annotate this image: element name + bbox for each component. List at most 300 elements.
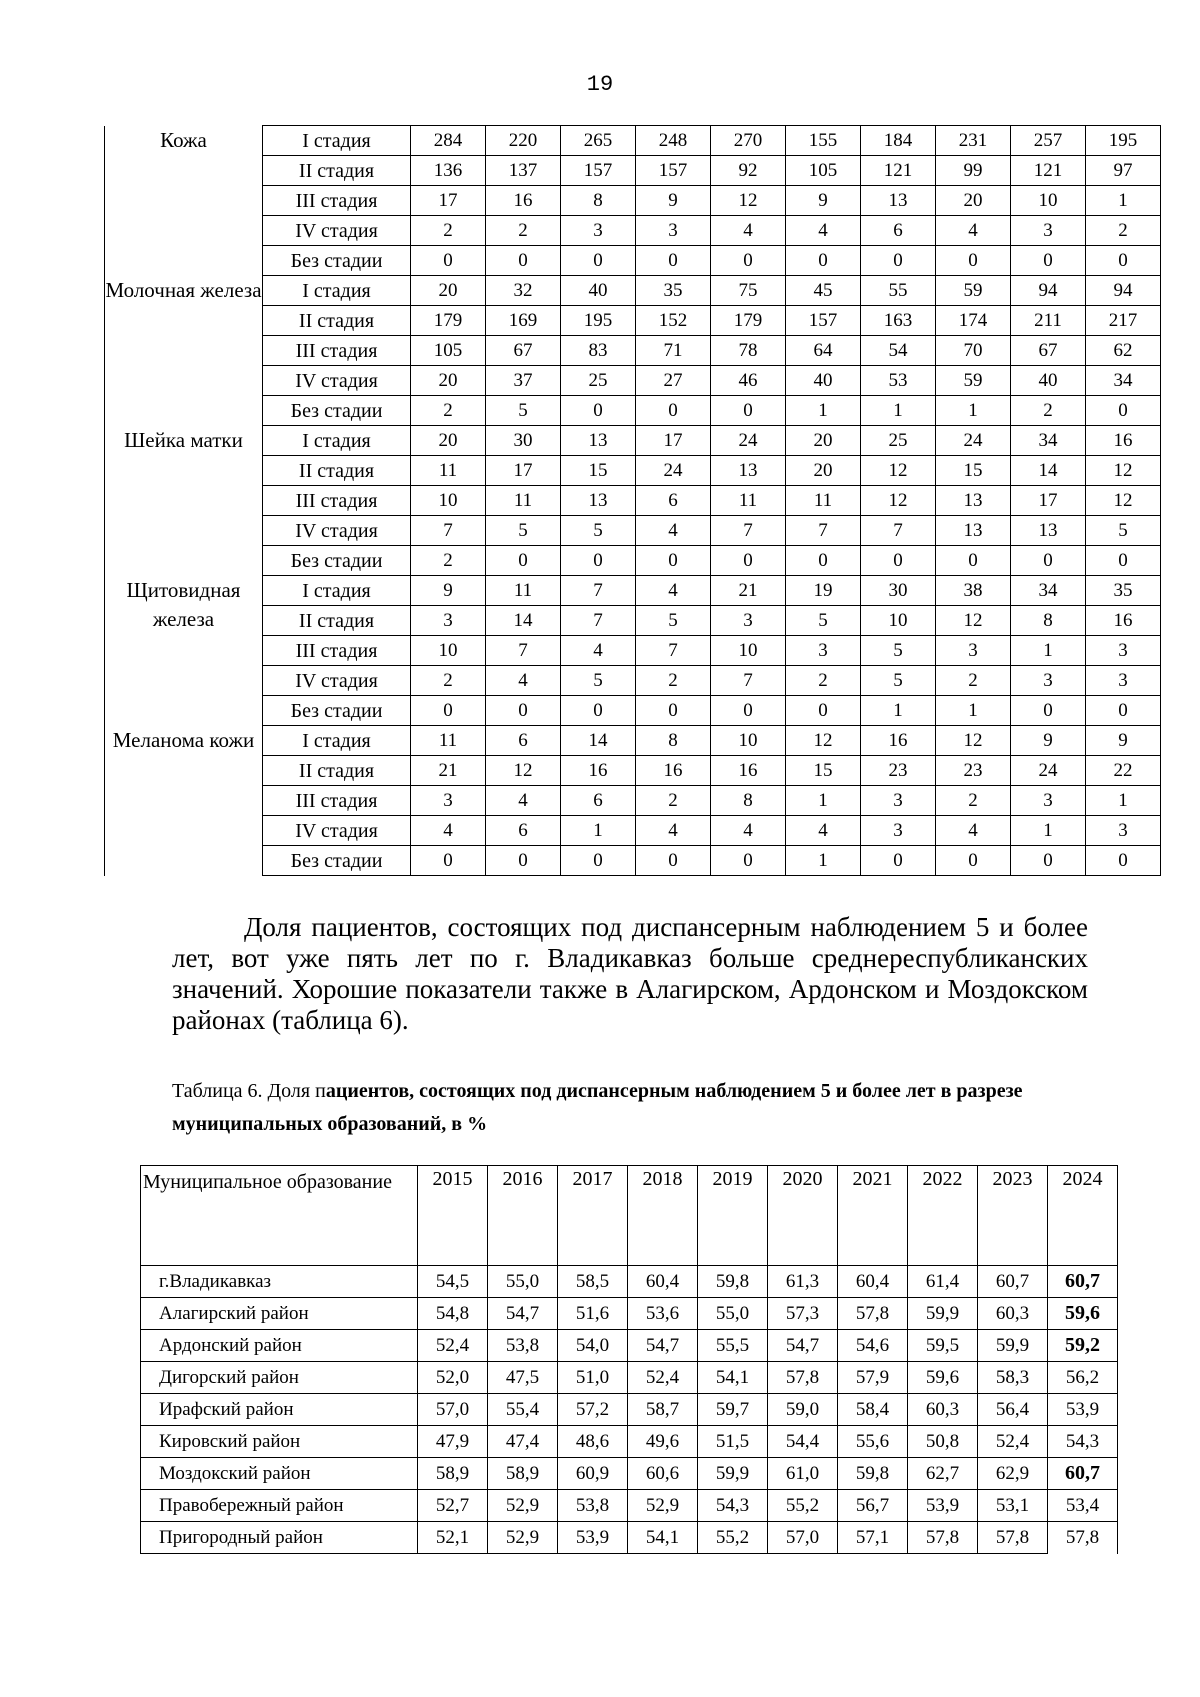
municipal-row (141, 1522, 1118, 1554)
value-cell: 0 (711, 246, 786, 276)
value-cell: 23 (936, 756, 1011, 786)
percent-cell: 55,5 (698, 1330, 768, 1362)
value-cell: 4 (561, 636, 636, 666)
value-cell: 30 (486, 426, 561, 456)
value-cell: 15 (561, 456, 636, 486)
stage-row (105, 696, 1161, 726)
value-cell: 0 (861, 246, 936, 276)
value-cell: 0 (561, 546, 636, 576)
stage-cell: IV стадия (263, 816, 411, 846)
value-cell: 3 (1011, 666, 1086, 696)
stage-cell: IV стадия (263, 516, 411, 546)
value-cell: 0 (786, 246, 861, 276)
stage-cell: III стадия (263, 486, 411, 516)
value-cell: 10 (861, 606, 936, 636)
percent-cell: 54,4 (768, 1426, 838, 1458)
municipality-name: Кировский район (141, 1426, 418, 1458)
stage-cell: IV стадия (263, 366, 411, 396)
percent-cell: 55,4 (488, 1394, 558, 1426)
value-cell: 24 (936, 426, 1011, 456)
percent-cell: 57,8 (768, 1362, 838, 1394)
value-cell: 27 (636, 366, 711, 396)
municipal-table-body (141, 1166, 1118, 1554)
percent-cell: 51,6 (558, 1298, 628, 1330)
stage-row (105, 576, 1161, 606)
percent-cell: 57,8 (978, 1522, 1048, 1554)
municipal-table (140, 1165, 1118, 1554)
value-cell: 21 (411, 756, 486, 786)
value-cell: 6 (486, 726, 561, 756)
value-cell: 3 (1086, 816, 1161, 846)
value-cell: 1 (1086, 186, 1161, 216)
value-cell: 14 (1011, 456, 1086, 486)
value-cell: 7 (486, 636, 561, 666)
value-cell: 5 (486, 516, 561, 546)
municipality-name: Алагирский район (141, 1298, 418, 1330)
value-cell: 157 (636, 156, 711, 186)
value-cell: 10 (711, 726, 786, 756)
percent-cell: 54,7 (628, 1330, 698, 1362)
value-cell: 46 (711, 366, 786, 396)
percent-cell: 52,4 (978, 1426, 1048, 1458)
table-caption (172, 1075, 1092, 1141)
percent-cell: 60,7 (978, 1266, 1048, 1298)
stage-table-body (105, 126, 1161, 876)
value-cell: 67 (1011, 336, 1086, 366)
value-cell: 7 (561, 576, 636, 606)
value-cell: 4 (936, 816, 1011, 846)
year-header: 2024 (1048, 1166, 1118, 1266)
percent-cell: 59,8 (838, 1458, 908, 1490)
value-cell: 1 (786, 396, 861, 426)
stage-cell: II стадия (263, 306, 411, 336)
value-cell: 16 (1086, 426, 1161, 456)
stage-row (105, 636, 1161, 666)
value-cell: 1 (936, 396, 1011, 426)
value-cell: 0 (486, 696, 561, 726)
value-cell: 3 (861, 786, 936, 816)
header-municipality: Муниципальное образование (141, 1166, 418, 1266)
value-cell: 20 (936, 186, 1011, 216)
stage-cell: III стадия (263, 786, 411, 816)
percent-cell: 60,9 (558, 1458, 628, 1490)
value-cell: 4 (711, 816, 786, 846)
percent-cell: 61,4 (908, 1266, 978, 1298)
value-cell: 2 (1086, 216, 1161, 246)
percent-cell: 59,9 (978, 1330, 1048, 1362)
percent-cell: 54,6 (838, 1330, 908, 1362)
body-paragraph: Доля пациентов, состоящих под диспансерным наблюдением 5 и более лет, вот уже пять лет по г. Владикавказ больше среднереспубликанских значений. Хорошие показатели также в Алагирском, Ардонском и Моздокском районах (таблица 6). (172, 912, 1088, 1035)
value-cell: 0 (786, 546, 861, 576)
stage-row (105, 216, 1161, 246)
year-header: 2017 (558, 1166, 628, 1266)
value-cell: 16 (711, 756, 786, 786)
percent-cell: 54,3 (1048, 1426, 1118, 1458)
value-cell: 9 (1011, 726, 1086, 756)
value-cell: 1 (1011, 636, 1086, 666)
municipal-row (141, 1362, 1118, 1394)
value-cell: 13 (861, 186, 936, 216)
municipal-row (141, 1266, 1118, 1298)
value-cell: 30 (861, 576, 936, 606)
percent-cell: 48,6 (558, 1426, 628, 1458)
value-cell: 12 (486, 756, 561, 786)
value-cell: 20 (411, 276, 486, 306)
value-cell: 6 (636, 486, 711, 516)
stage-cell: I стадия (263, 276, 411, 306)
value-cell: 40 (786, 366, 861, 396)
value-cell: 2 (411, 396, 486, 426)
value-cell: 5 (636, 606, 711, 636)
value-cell: 4 (636, 516, 711, 546)
municipal-row (141, 1458, 1118, 1490)
stage-row (105, 786, 1161, 816)
stage-row (105, 186, 1161, 216)
percent-cell: 60,3 (978, 1298, 1048, 1330)
percent-cell: 55,2 (698, 1522, 768, 1554)
stage-row (105, 846, 1161, 876)
value-cell: 12 (936, 606, 1011, 636)
percent-cell: 50,8 (908, 1426, 978, 1458)
value-cell: 5 (786, 606, 861, 636)
value-cell: 22 (1086, 756, 1161, 786)
value-cell: 75 (711, 276, 786, 306)
value-cell: 0 (561, 846, 636, 876)
value-cell: 4 (486, 666, 561, 696)
value-cell: 3 (1011, 786, 1086, 816)
percent-cell: 51,0 (558, 1362, 628, 1394)
value-cell: 6 (486, 816, 561, 846)
value-cell: 71 (636, 336, 711, 366)
value-cell: 12 (711, 186, 786, 216)
value-cell: 21 (711, 576, 786, 606)
value-cell: 0 (861, 546, 936, 576)
value-cell: 34 (1011, 426, 1086, 456)
value-cell: 35 (636, 276, 711, 306)
value-cell: 20 (786, 426, 861, 456)
value-cell: 121 (1011, 156, 1086, 186)
percent-cell: 47,9 (418, 1426, 488, 1458)
percent-cell: 60,7 (1048, 1266, 1118, 1298)
value-cell: 8 (711, 786, 786, 816)
value-cell: 16 (561, 756, 636, 786)
value-cell: 2 (936, 666, 1011, 696)
value-cell: 2 (411, 216, 486, 246)
value-cell: 220 (486, 126, 561, 156)
value-cell: 0 (636, 246, 711, 276)
value-cell: 3 (786, 636, 861, 666)
year-header: 2019 (698, 1166, 768, 1266)
municipality-name: Пригородный район (141, 1522, 418, 1554)
stage-cell: I стадия (263, 576, 411, 606)
value-cell: 0 (561, 246, 636, 276)
stage-cell: II стадия (263, 606, 411, 636)
stage-cell: Без стадии (263, 396, 411, 426)
value-cell: 0 (561, 696, 636, 726)
value-cell: 0 (636, 546, 711, 576)
value-cell: 0 (411, 246, 486, 276)
value-cell: 4 (636, 816, 711, 846)
stage-cell: III стадия (263, 336, 411, 366)
percent-cell: 59,6 (1048, 1298, 1118, 1330)
value-cell: 257 (1011, 126, 1086, 156)
value-cell: 12 (861, 486, 936, 516)
value-cell: 3 (936, 636, 1011, 666)
percent-cell: 56,2 (1048, 1362, 1118, 1394)
value-cell: 4 (936, 216, 1011, 246)
value-cell: 0 (711, 846, 786, 876)
value-cell: 137 (486, 156, 561, 186)
percent-cell: 53,8 (488, 1330, 558, 1362)
value-cell: 70 (936, 336, 1011, 366)
value-cell: 4 (711, 216, 786, 246)
value-cell: 4 (786, 816, 861, 846)
value-cell: 7 (711, 666, 786, 696)
value-cell: 35 (1086, 576, 1161, 606)
stage-cell: Без стадии (263, 846, 411, 876)
stage-cell: Без стадии (263, 246, 411, 276)
value-cell: 217 (1086, 306, 1161, 336)
value-cell: 163 (861, 306, 936, 336)
caption-prefix: Таблица 6. Доля п (172, 1080, 326, 1102)
year-header: 2016 (488, 1166, 558, 1266)
value-cell: 14 (561, 726, 636, 756)
percent-cell: 62,7 (908, 1458, 978, 1490)
value-cell: 0 (711, 696, 786, 726)
value-cell: 17 (411, 186, 486, 216)
stage-row (105, 546, 1161, 576)
value-cell: 2 (486, 216, 561, 246)
value-cell: 40 (561, 276, 636, 306)
value-cell: 179 (411, 306, 486, 336)
percent-cell: 59,9 (908, 1298, 978, 1330)
value-cell: 0 (636, 696, 711, 726)
value-cell: 10 (411, 636, 486, 666)
value-cell: 59 (936, 276, 1011, 306)
percent-cell: 52,9 (488, 1522, 558, 1554)
value-cell: 0 (486, 546, 561, 576)
value-cell: 3 (561, 216, 636, 246)
municipality-name: Ардонский район (141, 1330, 418, 1362)
percent-cell: 59,8 (698, 1266, 768, 1298)
value-cell: 17 (1011, 486, 1086, 516)
value-cell: 1 (1086, 786, 1161, 816)
value-cell: 92 (711, 156, 786, 186)
value-cell: 55 (861, 276, 936, 306)
value-cell: 5 (861, 666, 936, 696)
value-cell: 3 (636, 216, 711, 246)
value-cell: 0 (1086, 246, 1161, 276)
value-cell: 2 (636, 786, 711, 816)
stage-row (105, 666, 1161, 696)
percent-cell: 53,9 (1048, 1394, 1118, 1426)
value-cell: 25 (861, 426, 936, 456)
value-cell: 2 (636, 666, 711, 696)
year-header: 2020 (768, 1166, 838, 1266)
value-cell: 4 (486, 786, 561, 816)
stage-cell: III стадия (263, 636, 411, 666)
percent-cell: 54,8 (418, 1298, 488, 1330)
percent-cell: 47,4 (488, 1426, 558, 1458)
percent-cell: 59,7 (698, 1394, 768, 1426)
percent-cell: 47,5 (488, 1362, 558, 1394)
value-cell: 11 (486, 486, 561, 516)
percent-cell: 58,7 (628, 1394, 698, 1426)
stage-cell: II стадия (263, 156, 411, 186)
value-cell: 1 (786, 846, 861, 876)
value-cell: 2 (411, 666, 486, 696)
value-cell: 270 (711, 126, 786, 156)
percent-cell: 54,0 (558, 1330, 628, 1362)
year-header: 2022 (908, 1166, 978, 1266)
value-cell: 5 (561, 516, 636, 546)
value-cell: 0 (1011, 696, 1086, 726)
stage-row (105, 246, 1161, 276)
value-cell: 16 (636, 756, 711, 786)
value-cell: 12 (1086, 486, 1161, 516)
value-cell: 16 (1086, 606, 1161, 636)
value-cell: 3 (411, 786, 486, 816)
stage-row (105, 396, 1161, 426)
stage-cell: I стадия (263, 426, 411, 456)
value-cell: 0 (636, 396, 711, 426)
value-cell: 3 (711, 606, 786, 636)
stage-cell: I стадия (263, 726, 411, 756)
value-cell: 0 (1086, 546, 1161, 576)
value-cell: 5 (486, 396, 561, 426)
stage-cell: III стадия (263, 186, 411, 216)
value-cell: 83 (561, 336, 636, 366)
percent-cell: 53,6 (628, 1298, 698, 1330)
value-cell: 157 (786, 306, 861, 336)
value-cell: 7 (711, 516, 786, 546)
value-cell: 94 (1086, 276, 1161, 306)
stage-row (105, 276, 1161, 306)
value-cell: 13 (561, 426, 636, 456)
value-cell: 67 (486, 336, 561, 366)
stage-cell: I стадия (263, 126, 411, 156)
percent-cell: 51,5 (698, 1426, 768, 1458)
value-cell: 0 (486, 846, 561, 876)
value-cell: 59 (936, 366, 1011, 396)
value-cell: 6 (561, 786, 636, 816)
value-cell: 8 (636, 726, 711, 756)
value-cell: 195 (1086, 126, 1161, 156)
year-header: 2015 (418, 1166, 488, 1266)
year-header: 2021 (838, 1166, 908, 1266)
percent-cell: 49,6 (628, 1426, 698, 1458)
value-cell: 0 (1011, 546, 1086, 576)
percent-cell: 58,3 (978, 1362, 1048, 1394)
municipal-row (141, 1490, 1118, 1522)
value-cell: 94 (1011, 276, 1086, 306)
value-cell: 13 (561, 486, 636, 516)
value-cell: 12 (1086, 456, 1161, 486)
value-cell: 6 (861, 216, 936, 246)
value-cell: 20 (411, 426, 486, 456)
value-cell: 32 (486, 276, 561, 306)
value-cell: 19 (786, 576, 861, 606)
stage-row (105, 486, 1161, 516)
percent-cell: 52,4 (418, 1330, 488, 1362)
stage-row (105, 516, 1161, 546)
value-cell: 3 (861, 816, 936, 846)
value-cell: 169 (486, 306, 561, 336)
value-cell: 1 (786, 786, 861, 816)
value-cell: 284 (411, 126, 486, 156)
percent-cell: 59,9 (698, 1458, 768, 1490)
value-cell: 11 (411, 456, 486, 486)
stage-row (105, 126, 1161, 156)
site-cell: Молочная железа (105, 276, 263, 426)
value-cell: 9 (411, 576, 486, 606)
value-cell: 12 (861, 456, 936, 486)
stage-table (104, 125, 1161, 876)
value-cell: 20 (411, 366, 486, 396)
percent-cell: 52,0 (418, 1362, 488, 1394)
percent-cell: 61,3 (768, 1266, 838, 1298)
stage-cell: Без стадии (263, 696, 411, 726)
value-cell: 179 (711, 306, 786, 336)
value-cell: 11 (411, 726, 486, 756)
value-cell: 5 (561, 666, 636, 696)
percent-cell: 56,7 (838, 1490, 908, 1522)
value-cell: 7 (786, 516, 861, 546)
percent-cell: 57,0 (418, 1394, 488, 1426)
percent-cell: 57,3 (768, 1298, 838, 1330)
value-cell: 14 (486, 606, 561, 636)
value-cell: 64 (786, 336, 861, 366)
stage-row (105, 426, 1161, 456)
value-cell: 0 (636, 846, 711, 876)
value-cell: 105 (786, 156, 861, 186)
percent-cell: 57,8 (908, 1522, 978, 1554)
percent-cell: 59,5 (908, 1330, 978, 1362)
percent-cell: 60,3 (908, 1394, 978, 1426)
stage-cell: II стадия (263, 456, 411, 486)
stage-row (105, 606, 1161, 636)
value-cell: 1 (861, 696, 936, 726)
value-cell: 0 (936, 546, 1011, 576)
site-cell: Шейка матки (105, 426, 263, 576)
value-cell: 4 (636, 576, 711, 606)
value-cell: 0 (561, 396, 636, 426)
value-cell: 40 (1011, 366, 1086, 396)
value-cell: 136 (411, 156, 486, 186)
value-cell: 24 (636, 456, 711, 486)
value-cell: 20 (786, 456, 861, 486)
value-cell: 0 (936, 246, 1011, 276)
stage-cell: IV стадия (263, 666, 411, 696)
value-cell: 0 (1011, 246, 1086, 276)
percent-cell: 55,2 (768, 1490, 838, 1522)
value-cell: 0 (1086, 396, 1161, 426)
value-cell: 7 (561, 606, 636, 636)
value-cell: 17 (486, 456, 561, 486)
value-cell: 0 (861, 846, 936, 876)
value-cell: 9 (1086, 726, 1161, 756)
year-header: 2023 (978, 1166, 1048, 1266)
municipality-name: Дигорский район (141, 1362, 418, 1394)
value-cell: 5 (1086, 516, 1161, 546)
percent-cell: 54,5 (418, 1266, 488, 1298)
value-cell: 3 (411, 606, 486, 636)
value-cell: 1 (861, 396, 936, 426)
value-cell: 121 (861, 156, 936, 186)
site-cell: Кожа (105, 126, 263, 276)
percent-cell: 57,8 (1048, 1522, 1118, 1554)
percent-cell: 59,6 (908, 1362, 978, 1394)
